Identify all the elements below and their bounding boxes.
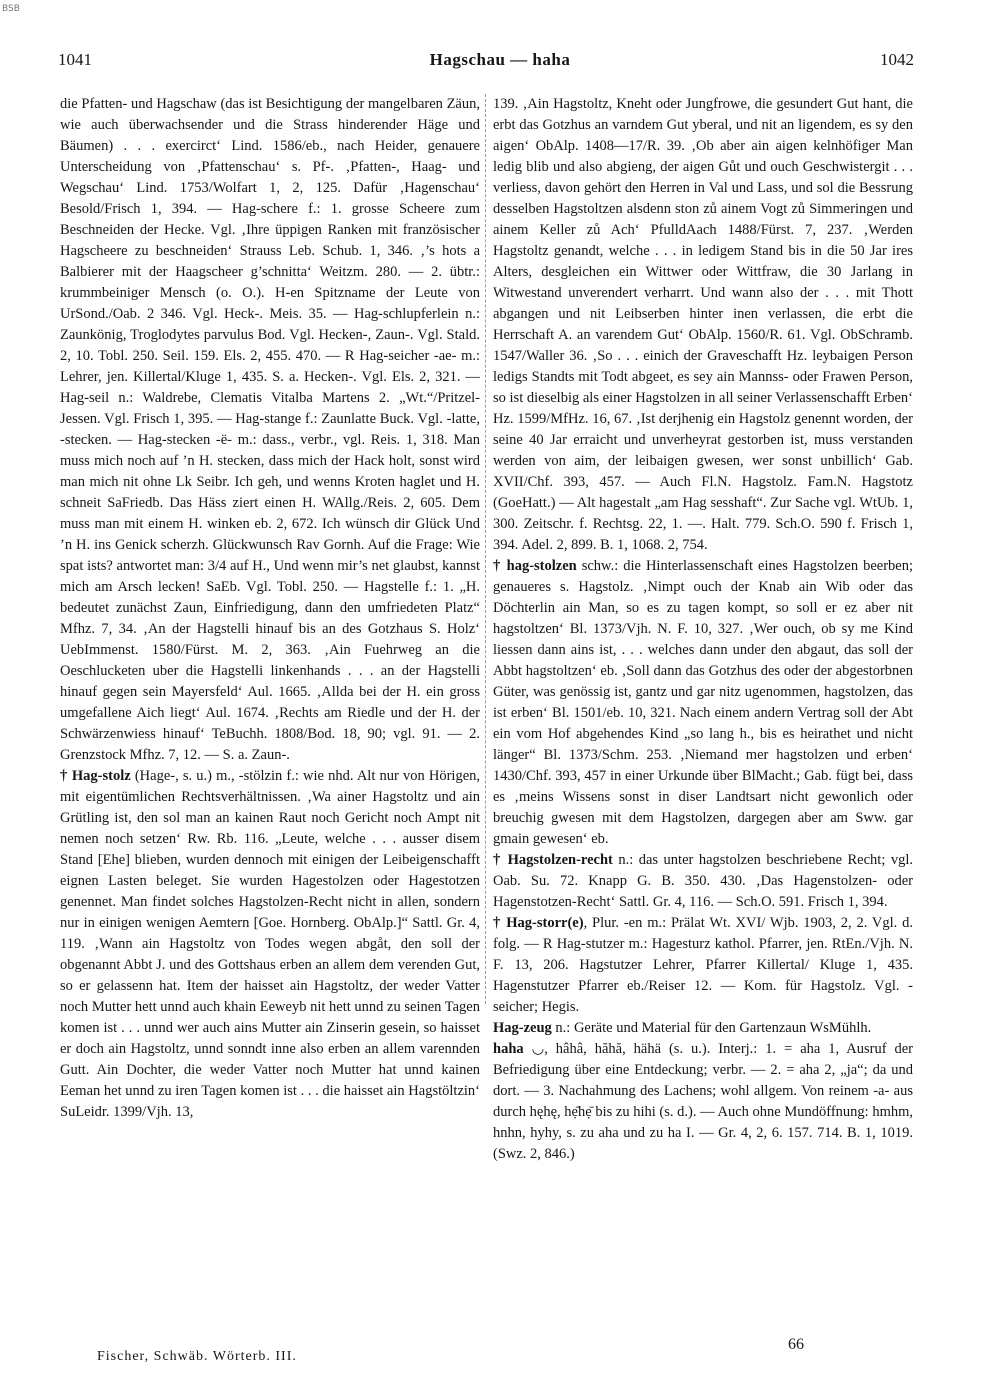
running-header	[0, 50, 1000, 76]
right-column	[493, 94, 913, 1334]
column-divider	[485, 94, 486, 1004]
page-title: Hagschau — haha	[429, 50, 571, 69]
lemma-hagstolzen: † hag-stolzen	[493, 558, 577, 574]
entry-hagstorre: † Hag-storr(e), Plur. -en m.: Prälat Wt. XVI/ Wjb. 1903, 2, 2. Vgl. d. folg. — R Hag-stutzer m.: Hagesturz kathol. Pfarrer, jen. RtEn./Vjh. N. F. 13, 206. Hagstutzer Lehrer, Pfarrer Killertal/ Kluge 1, 435. Hagenstutzer Pfarrer eb./Reiser 12. — Kom. für Hagstolz. Vgl. -seicher; Hegis.	[493, 915, 913, 1015]
entry-hagzeug: Hag-zeug n.: Geräte und Material für den Gartenzaun WsMühlh.	[493, 1020, 872, 1036]
footer-signature: Fischer, Schwäb. Wörterb. III.	[97, 1349, 297, 1364]
entry-hagstolzen: † hag-stolzen schw.: die Hinterlassenschaft eines Hagstolzen beerben; genaueres s. Hagstolz. ‚Nimpt ouch der Knab ain Wib oder das Döchterlin ain Man, so es zu tagen kompt, so soll er ez aber nit hagstoltzen‘ Bl. 1373/Vjh. N. F. 10, 327. ‚Wer ouch, ob sy me Kind liessen dann ains ist, . . . welches dann under den abgaut, das soll der Abbt hagstoltzen‘ eb. ‚Soll dann das Gotzhus des oder der abgestorbnen Güter, was genössig ist, gantz und gar nitz ugenommen, hagstolzen, das ist erben‘ Bl. 1501/eb. 10, 321. Nach einem andern Vertrag soll der Abt ein vom Hof abgehendes Kind „so lang h., bis es heirathet und nicht länger“ Bl. 1373/Schm. 253. ‚Niemand mer hagstolzen und erben‘ 1430/Chf. 393, 457 in einer Urkunde über BlMacht.; Gab. fügt bei, dass es ‚meins Wissens sonst in diser Landtsart nicht gewonlich oder breuchig gwesen mit dem Hagstolzen, dargegen aber am Sww. gar gmain gewesen‘ eb.	[493, 558, 913, 847]
lemma-hagstolz: † Hag-stolz	[60, 768, 131, 784]
page-number-right: 1042	[880, 50, 914, 69]
entry-continuation: die Pfatten- und Hagschaw (das ist Besichtigung der mangelbaren Zäun, wie auch überwachsender und die Strass hinderender Häge und Bäumen) . . . exercirct‘ Lind. 1586/eb., nach Heider, genauere Unterscheidung von ‚Pfattenschau‘ s. Pf-. ‚Pfatten-, Haag- und Wegschau‘ Lind. 1753/Wolfart 1, 2, 125. Dafür ‚Hagenschau‘ Besold/Frisch 1, 394. — Hag-schere f.: 1. grosse Scheere zum Beschneiden der Hecke. Vgl. ‚Ihre üppigen Ranken mit französischer Hagscheere zu beschneiden‘ Strauss Leb. Schub. 1, 346. ‚’s hots a Balbierer mit der Haagscheer g’schnitta‘ Weitzm. 280. — 2. übtr.: krummbeiniger Mensch (o. O.). H-en Spitzname der Leute von UrSond./Oab. 2 346. Vgl. Heck-. Meis. 35. — Hag-schlupferlein n.: Zaunkönig, Troglodytes parvulus Bod. Vgl. Hecken-, Zaun-. Vgl. Stald. 2, 10. Tobl. 250. Seil. 159. Els. 2, 455. 470. — R Hag-seicher -ae- m.: Lehrer, jen. Killertal/Kluge 1, 435. S. a. Hecken-. Vgl. Els. 2, 321. — Hag-seil n.: Waldrebe, Clematis Vitalba Martens 2. „Wt.“/Pritzel-Jessen. Vgl. Frisch 1, 395. — Hag-stange f.: Zaunlatte Buck. Vgl. -latte, -stecken. — Hag-stecken -ë- m.: dass., verbr., vgl. Reis. 1, 318. Man muss mich noch auf ’n H. stecken, dass mich der Hack holt, sonst wird man mich nit ohne Lk Seibr. Ich geh, und wenns Kroten haglet und H. schneit SaFriedb. Das Häss ziert einen H. WAllg./Reis. 2, 605. Dem muss man mit einem H. winken eb. 2, 672. Ich wünsch dir Glück Und ’n H. ins Genick scherzh. Glückwunsch Rav Gornh. Auf die Frage: Wie spat ists? antwortet man: 3/4 auf H., Und wenn mir’s net glaubst, kannst mich am Arsch lecken! SaEb. Vgl. Tobl. 250. — Hagstelle f.: 1. „H. bedeutet zunächst Zaun, Einfriedigung, dann den umfriedeten Platz“ Mfhz. 7, 34. ‚An der Hagstelli hinauf bis an des Gotzhaus S. Holz‘ UebImmenst. 1580/Fürst. M. 2, 363. ‚Ain Fuehrweg an die Oeschlucketen uber die Hagstelli linkenhands . . . an der Hagstelli hinauf gegen sein Mayersfeld‘ Aul. 1665. ‚Allda bei der H. ein gross umgefallene Aich liegt‘ Aul. 1674. ‚Rechts am Riedle und der H. der Schwärzenwiess hinauf‘ TeBuchh. 1808/Bod. 18, 90; vgl. 91. — 2. Grenzstock Mfhz. 7, 12. — S. a. Zaun-.	[60, 96, 480, 763]
library-stamp: BSB	[2, 4, 20, 14]
sheet-number: 66	[788, 1336, 804, 1353]
lemma-hagstolzen-recht: † Hagstolzen-recht	[493, 852, 613, 868]
lemma-hagstorre: † Hag-storr(e)	[493, 915, 584, 931]
entry-hagstolz: † Hag-stolz (Hage-, s. u.) m., -stölzin f.: wie nhd. Alt nur von Hörigen, mit eigentümlichen Rechtsverhältnissen. ‚Wa ainer Hagstoltz und ain Grütling ist, den sol man an kainen Raut noch Gericht noch Ampt nit nemen noch setzen‘ Rw. Rb. 116. „Leute, welche . . . ausser disem Stand [Ehe] blieben, wurden dennoch mit einigen der Leibeigenschafft eignen Lasten beleget. Sie wurden Hagestolzen oder Hagestotzen genennet. Man findet solches Hagstolzen-Recht nicht in allen, sondern nur in einigen wenigen Aemtern [Goe. Hornberg. ObAlp.]“ Sattl. Gr. 4, 119. ‚Wann ain Hagstoltz von Todes wegen abgåt, den soll der obgenannt Abbt J. und des Gottshaus erben an allem dem verenden Gut, so er gelassenn hat. Item der haisset ain Hagstoltz, der weder Vatter noch Mutter hett unnd auch khain Eeweyb nit hett unnd zu seinen Tagen komen ist . . . unnd wer auch ains Mutter ain Zinserin gesein, so haisset er doch ain Hagstoltz, unnd sonndt inne also erben an allem varennden Gutt. Ain Dochter, die weder Vatter noch Mutter hat unnd kainen Eeman het unnd zu iren Tagen komen ist . . . die haisset ain Hagstöltzin‘ SuLeidr. 1399/Vjh. 13,	[60, 768, 480, 1120]
lemma-haha: haha	[493, 1041, 524, 1057]
page-number-left: 1041	[58, 50, 92, 69]
entry-haha: haha ◡, hâhâ, hăhă, hähä (s. u.). Interj.: 1. = aha 1, Ausruf der Befriedigung über eine Entdeckung; verbr. — 2. = aha 2, „ja“; da und dort. — 3. Nachahmung des Lachens; wohl allgem. Von reinem -a- aus durch hęhę, hẹ̄hẹ̄ bis zu hihi (s. d.). — Auch ohne Mundöffnung: hmhm, hnhn, hyhy, s. zu aha und zu ha I. — Gr. 4, 2, 6. 157. 714. B. 1, 1019. (Swz. 2, 846.)	[493, 1041, 913, 1162]
lemma-hagzeug: Hag-zeug	[493, 1020, 552, 1036]
entry-hagstolz-continued: 139. ‚Ain Hagstoltz, Kneht oder Jungfrowe, die gesundert Gut hant, die erbt das Gotzhus an varndem Gut yberal, und nit an ligendem, es sy den aigen‘ ObAlp. 1408—17/R. 39. ‚Ob aber ain aigen kelnhöfiger Man ledig blib und also abgieng, der aigen Gůt und ouch Geschwistergit . . . verliess, davon gehört den Herren in Val und Lass, und sol die Bessrung desselben Hagstoltzen alsdenn ston zů ainem Vogt zů Simmeringen und ainem Keller zů Ach‘ PfulldAach 1488/Fürst. 7, 237. ‚Werden Hagstoltz genandt, welche . . . in ledigem Stand bis in die 50 Jar ires Alters, desgleichen ein Wittwer oder Wittfraw, die 30 Jarlang in Witwestand unverendert verharrt. Und wann also der . . . mit Thott abgangen und nit Leibserben hinter inen verlassen, die erbt die Herrschaft A. an varendem Gut‘ ObAlp. 1560/R. 61. Vgl. ObSchramb. 1547/Waller 36. ‚So . . . einich der Graveschafft Hz. leybaigen Person ledigs Standts mit Todt abgeet, es sey ain Mannss- oder Frawen Person, so ist dieselbig als einer Hagstolzen in all seiner Verlassenschafft Erben‘ Hz. 1599/MfHz. 16, 67. ‚Ist derjhenig ein Hagstolz genennt worden, der seine 40 Jar erraicht und unverheyrat gestorben ist, muss verstanden werden von aim, der leibaigen gwesen, wer sonst unbillich‘ Gab. XVII/Chf. 393, 457. — Auch Fl.N. Hagstolz. Fam.N. Hagstotz (GoeHatt.) — Alt hagestalt „am Hag sesshaft“. Zur Sache vgl. WtUb. 1, 300. Zeitschr. f. Rechtsg. 22, 1. —. Halt. 779. Sch.O. 590 f. Frisch 1, 394. Adel. 2, 899. B. 1, 1068. 2, 754.	[493, 96, 913, 553]
entry-hagstolzen-recht: † Hagstolzen-recht n.: das unter hagstolzen beschriebene Recht; vgl. Oab. Su. 72. Knapp G. B. 350. 430. ‚Das Hagenstolzen- oder Hagenstotzen-Recht‘ Sattl. Gr. 4, 116. — Sch.O. 591. Frisch 1, 394.	[493, 852, 913, 910]
left-column	[60, 94, 480, 1334]
